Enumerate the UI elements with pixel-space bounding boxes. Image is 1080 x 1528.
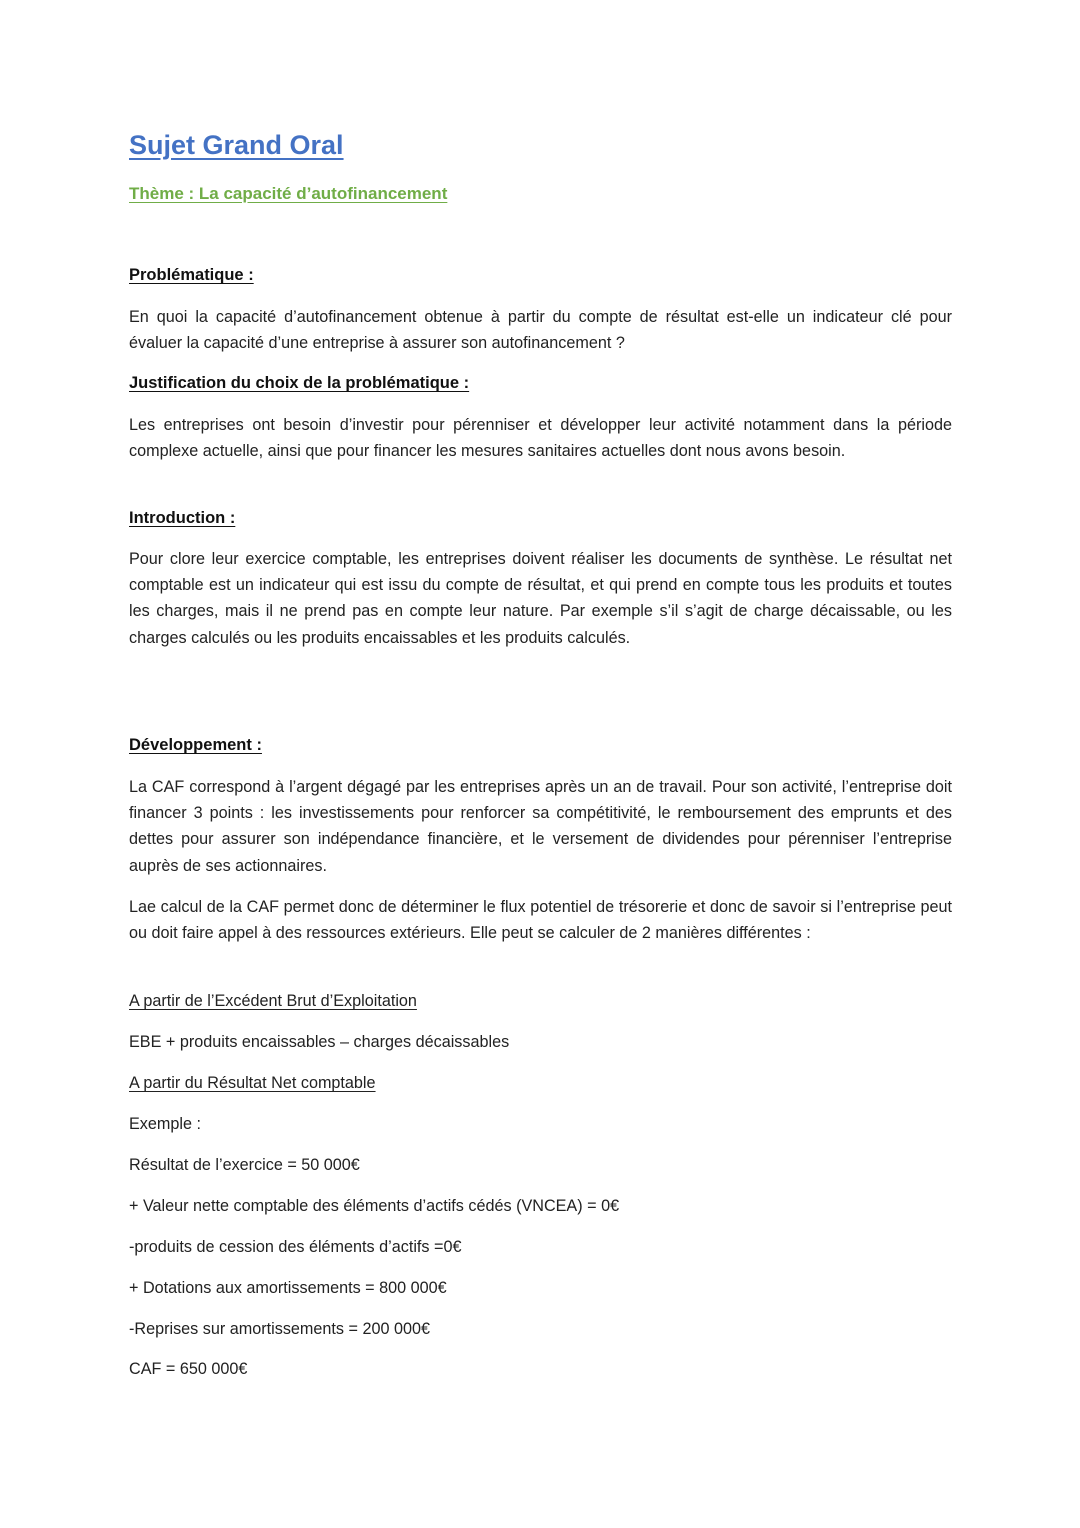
method-rnc-title: A partir du Résultat Net comptable [129, 1074, 376, 1092]
method-ebe-title: A partir de l’Excédent Brut d’Exploitation [129, 992, 417, 1010]
justification-text: Les entreprises ont besoin d’investir pour pérenniser et développer leur activité notamment dans la période complexe actuelle, ainsi que pour financer les mesures sanitaires actuelles dont nous avons besoin. [129, 416, 952, 461]
example-line: -produits de cession des éléments d’actifs =0€ [129, 1238, 462, 1256]
problematique-text: En quoi la capacité d’autofinancement obtenue à partir du compte de résultat est-elle un indicateur clé pour évaluer la capacité d’une entreprise à assurer son autofinancement ? [129, 308, 952, 353]
example-result-line: CAF = 650 000€ [129, 1360, 248, 1378]
example-line: + Valeur nette comptable des éléments d’actifs cédés (VNCEA) = 0€ [129, 1197, 620, 1215]
introduction-heading: Introduction : [129, 509, 236, 527]
theme-subtitle: Thème : La capacité d’autofinancement [129, 184, 448, 203]
justification-heading: Justification du choix de la problématique : [129, 374, 470, 392]
example-line: + Dotations aux amortissements = 800 000€ [129, 1279, 447, 1297]
developpement-heading: Développement : [129, 736, 262, 754]
example-line: -Reprises sur amortissements = 200 000€ [129, 1320, 430, 1338]
problematique-heading: Problématique : [129, 266, 254, 284]
developpement-paragraph-2: Lae calcul de la CAF permet donc de déterminer le flux potentiel de trésorerie et donc de savoir si l’entreprise peut ou doit faire appel à des ressources extérieurs. Elle peut se calculer de 2 manières différentes : [129, 898, 952, 943]
introduction-text: Pour clore leur exercice comptable, les entreprises doivent réaliser les documents de synthèse. Le résultat net comptable est un indicateur qui est issu du compte de résultat, et qui prend en compte tous les produits et toutes les charges, mais il ne prend pas en compte leur nature. Par exemple s’il s’agit de charge décaissable, ou les charges calculés ou les produits encaissables et les produits calculés. [129, 550, 952, 647]
developpement-paragraph-1: La CAF correspond à l’argent dégagé par les entreprises après un an de travail. Pour son activité, l’entreprise doit financer 3 points : les investissements pour renforcer sa compétitivité, le remboursement des emprunts et des dettes pour assurer son indépendance financière, et le versement de dividendes pour pérenniser l’entreprise auprès de ses actionnaires. [129, 778, 952, 875]
document-title: Sujet Grand Oral [129, 130, 344, 160]
example-line: Résultat de l’exercice = 50 000€ [129, 1156, 360, 1174]
method-ebe-formula: EBE + produits encaissables – charges décaissables [129, 1033, 510, 1051]
example-label: Exemple : [129, 1115, 201, 1133]
